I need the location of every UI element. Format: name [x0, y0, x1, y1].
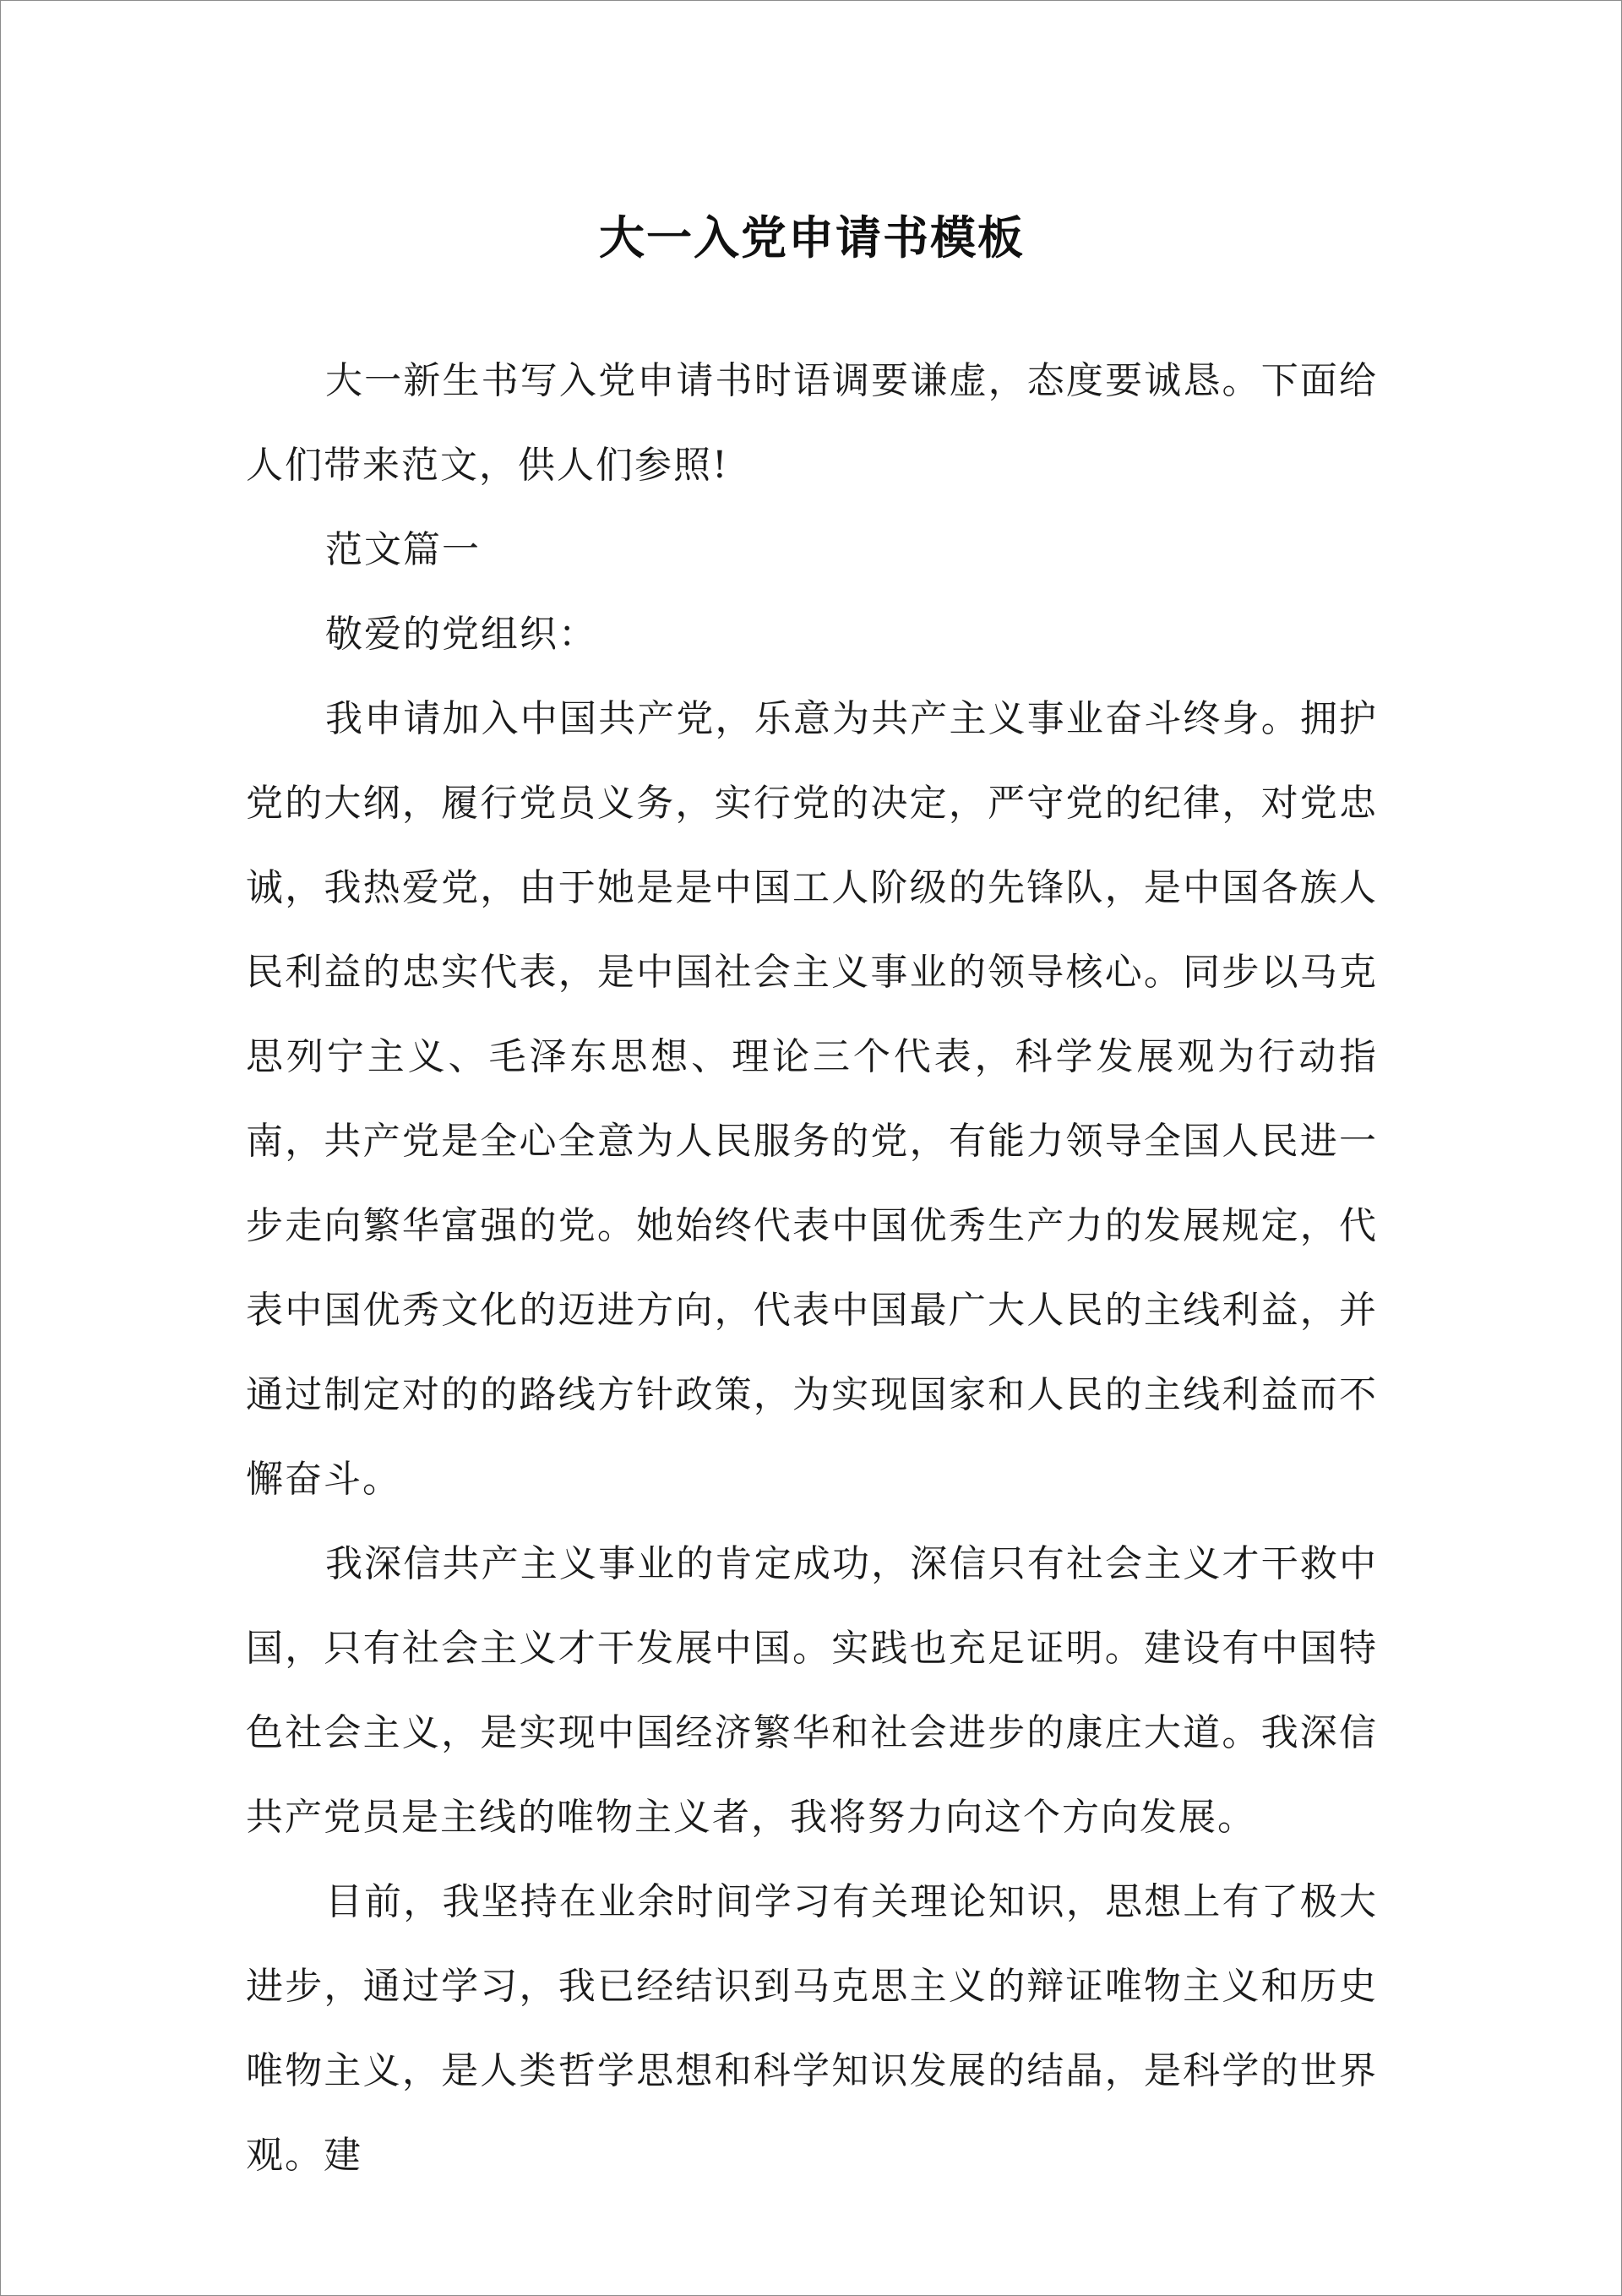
section-heading: 范文篇一: [325, 528, 481, 571]
page-title: 大一入党申请书模板: [599, 210, 1025, 265]
document-body: [246, 339, 1378, 2198]
body-paragraph: 我深信共产主义事业的肯定成功，深信只有社会主义才干救中国，只有社会主义才干发展中国。实践也充足证明。建设有中国特色社会主义，是实现中国经济繁华和社会进步的康庄大道。我深信共产党员是主线的唯物主义者，我将努力向这个方向发展。: [246, 1542, 1378, 1839]
body-paragraph: 目前，我坚持在业余时间学习有关理论知识，思想上有了极大进步，通过学习，我已经结识到马克思主义的辩证唯物主义和历史唯物主义，是人类哲学思想和科学知识发展的结晶，是科学的世界观。建: [246, 1880, 1378, 2177]
intro-paragraph: 大一新生书写入党申请书时语调要谦虚，态度要诚恳。下面给人们带来范文，供人们参照!: [246, 359, 1378, 487]
salutation: 敬爱的党组织：: [325, 613, 597, 656]
body-paragraph: 我申请加入中国共产党，乐意为共产主义事业奋斗终身。拥护党的大纲，履行党员义务，实行党的决定，严守党的纪律，对党忠诚，我热爱党，由于她是是中国工人阶级的先锋队，是中国各族人民利益的忠实代表，是中国社会主义事业的领导核心。同步以马克思列宁主义、毛泽东思想、理论三个代表，科学发展观为行动指南，共产党是全心全意为人民服务的党，有能力领导全国人民进一步走向繁华富强的党。她始终代表中国优秀生产力的发展规定，代表中国优秀文化的迈进方向，代表中国最广大人民的主线利益，并通过制定对的的路线方针政策，为实现国家和人民的主线利益而不懈奋斗。: [246, 697, 1378, 1501]
